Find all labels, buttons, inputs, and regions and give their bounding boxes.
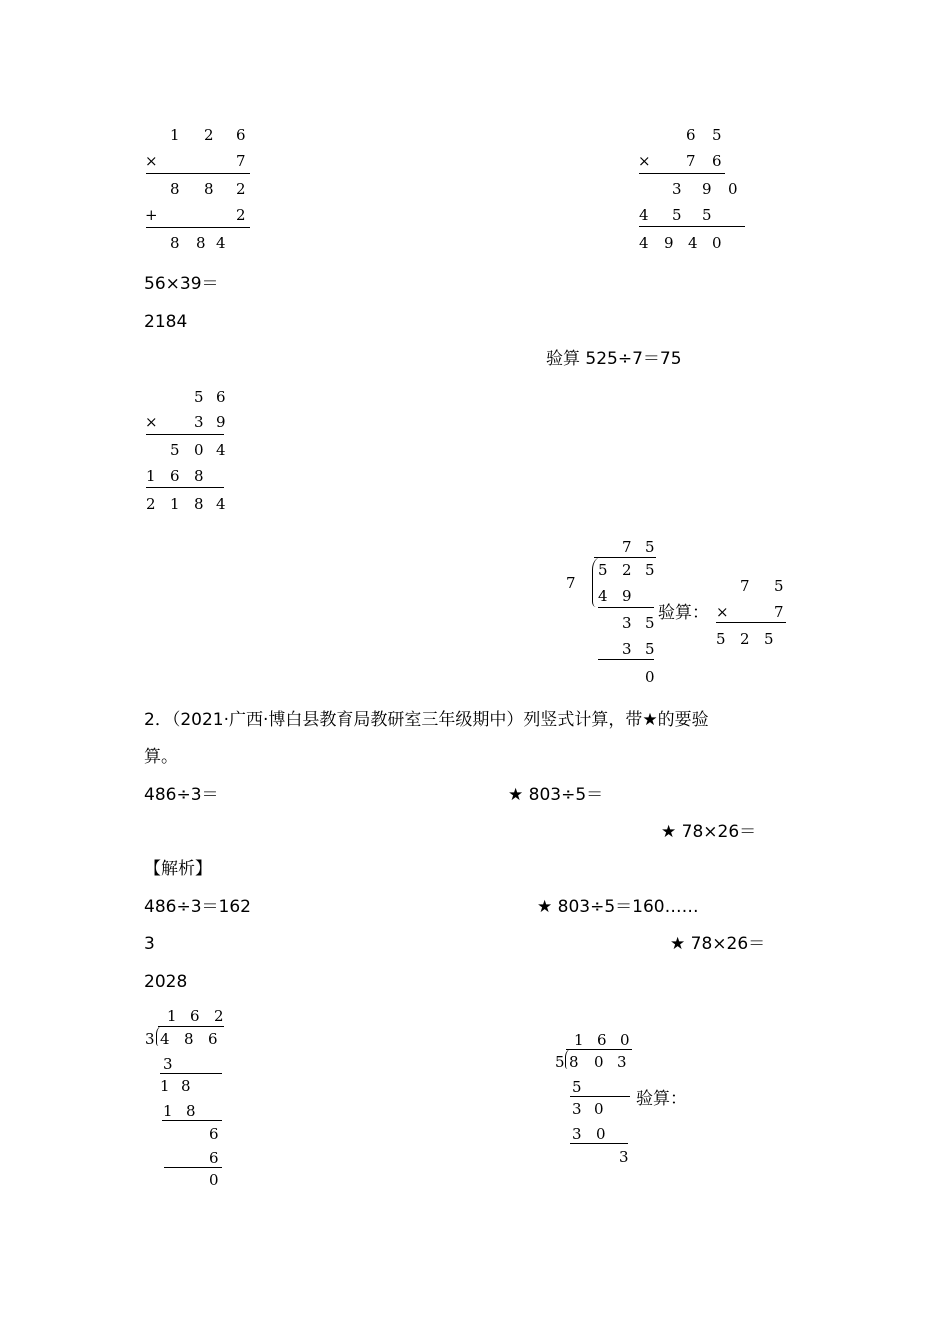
digit: 4 bbox=[688, 234, 698, 252]
digit: 4 bbox=[216, 234, 226, 252]
rule-line bbox=[598, 659, 654, 660]
digit: 2 bbox=[236, 180, 246, 198]
digit: 7 bbox=[740, 577, 750, 595]
question-2-line-1: 2．（2021·广西·博白县教育局教研室三年级期中）列竖式计算，带★的要验 bbox=[144, 710, 709, 730]
digit: 0 bbox=[194, 441, 204, 459]
rule-line bbox=[146, 487, 224, 488]
analysis-heading: 【解析】 bbox=[144, 859, 212, 879]
digit: 6 bbox=[597, 1031, 607, 1049]
digit: 8 bbox=[186, 1102, 196, 1120]
digit: 8 bbox=[569, 1053, 579, 1071]
rule-line bbox=[639, 173, 725, 174]
digit: 8 bbox=[181, 1077, 191, 1095]
digit: 4 bbox=[639, 206, 649, 224]
digit: 8 bbox=[194, 467, 204, 485]
digit: 8 bbox=[194, 495, 204, 513]
problem-78x26: ★ 78×26＝ bbox=[661, 822, 757, 842]
remainder: 0 bbox=[645, 668, 655, 686]
answer-486-div-3: 486÷3＝162 bbox=[144, 897, 251, 917]
digit: 5 bbox=[702, 206, 712, 224]
rule-line bbox=[566, 1049, 632, 1050]
digit: 0 bbox=[594, 1053, 604, 1071]
verify-heading: 验算 525÷7＝75 bbox=[546, 349, 682, 369]
digit: 5 bbox=[716, 630, 726, 648]
rule-line bbox=[639, 226, 745, 227]
digit: 3 bbox=[672, 180, 682, 198]
rule-line bbox=[598, 607, 654, 608]
rule-line bbox=[716, 622, 786, 623]
digit: 5 bbox=[645, 640, 655, 658]
problem-803-div-5: ★ 803÷5＝ bbox=[508, 785, 604, 805]
digit: 4 bbox=[216, 495, 226, 513]
digit: 3 bbox=[572, 1125, 582, 1143]
digit: 0 bbox=[620, 1031, 630, 1049]
digit: 8 bbox=[196, 234, 206, 252]
digit: 6 bbox=[216, 388, 226, 406]
divisor: 3 bbox=[145, 1030, 155, 1048]
digit: 9 bbox=[622, 587, 632, 605]
expression-56x39: 56×39＝ bbox=[144, 274, 219, 294]
digit: 9 bbox=[216, 413, 226, 431]
digit: 7 bbox=[686, 152, 696, 170]
verify-label: 验算： bbox=[658, 603, 709, 623]
rule-line bbox=[164, 1167, 222, 1168]
plus-sign: + bbox=[145, 206, 158, 224]
digit: 6 bbox=[712, 152, 722, 170]
digit: 8 bbox=[184, 1030, 194, 1048]
digit: 6 bbox=[190, 1007, 200, 1025]
digit: 1 bbox=[170, 495, 180, 513]
digit: 9 bbox=[664, 234, 674, 252]
digit: 5 bbox=[572, 1078, 582, 1096]
digit: 3 bbox=[163, 1055, 173, 1073]
rule-line bbox=[570, 1143, 628, 1144]
verify-label-2: 验算： bbox=[636, 1089, 687, 1109]
digit: 1 bbox=[146, 467, 156, 485]
digit: 0 bbox=[712, 234, 722, 252]
digit: 3 bbox=[572, 1100, 582, 1118]
digit: 8 bbox=[204, 180, 214, 198]
rule-line bbox=[160, 1073, 222, 1074]
digit: 5 bbox=[598, 561, 608, 579]
remainder: 0 bbox=[209, 1171, 219, 1189]
answer-2028: 2028 bbox=[144, 972, 188, 992]
divisor: 5 bbox=[555, 1053, 565, 1071]
digit: 8 bbox=[170, 180, 180, 198]
digit: 5 bbox=[672, 206, 682, 224]
digit: 5 bbox=[645, 614, 655, 632]
digit: 7 bbox=[236, 152, 246, 170]
rule-line bbox=[158, 1026, 224, 1027]
digit: 8 bbox=[170, 234, 180, 252]
digit: 6 bbox=[236, 126, 246, 144]
rule-line bbox=[146, 227, 250, 228]
digit: 5 bbox=[645, 561, 655, 579]
digit: 2 bbox=[214, 1007, 224, 1025]
digit: 4 bbox=[216, 441, 226, 459]
digit: 4 bbox=[598, 587, 608, 605]
digit: 6 bbox=[209, 1149, 219, 1167]
digit: 7 bbox=[622, 538, 632, 556]
rule-line bbox=[146, 173, 250, 174]
digit: 2 bbox=[740, 630, 750, 648]
rule-line bbox=[594, 557, 656, 558]
remainder: 3 bbox=[619, 1148, 629, 1166]
problem-486-div-3: 486÷3＝ bbox=[144, 785, 219, 805]
digit: 4 bbox=[160, 1030, 170, 1048]
digit: 7 bbox=[774, 603, 784, 621]
digit: 6 bbox=[686, 126, 696, 144]
digit: 2 bbox=[204, 126, 214, 144]
digit: 2 bbox=[622, 561, 632, 579]
digit: 2 bbox=[146, 495, 156, 513]
digit: 5 bbox=[774, 577, 784, 595]
times-sign: × bbox=[638, 152, 651, 170]
digit: 3 bbox=[622, 614, 632, 632]
divisor: 7 bbox=[566, 574, 576, 592]
digit: 0 bbox=[596, 1125, 606, 1143]
digit: 1 bbox=[574, 1031, 584, 1049]
times-sign: × bbox=[145, 413, 158, 431]
digit: 5 bbox=[712, 126, 722, 144]
digit: 0 bbox=[594, 1100, 604, 1118]
digit: 1 bbox=[170, 126, 180, 144]
digit: 5 bbox=[194, 388, 204, 406]
rule-line bbox=[570, 1096, 630, 1097]
digit: 6 bbox=[209, 1125, 219, 1143]
digit: 5 bbox=[764, 630, 774, 648]
times-sign: × bbox=[145, 152, 158, 170]
answer-remainder-3: 3 bbox=[144, 934, 155, 954]
digit: 3 bbox=[617, 1053, 627, 1071]
digit: 3 bbox=[622, 640, 632, 658]
digit: 4 bbox=[639, 234, 649, 252]
digit: 1 bbox=[163, 1102, 173, 1120]
answer-2184: 2184 bbox=[144, 312, 188, 332]
digit: 9 bbox=[702, 180, 712, 198]
digit: 5 bbox=[170, 441, 180, 459]
times-sign: × bbox=[716, 603, 729, 621]
answer-803-div-5: ★ 803÷5＝160…… bbox=[537, 897, 699, 917]
answer-78x26: ★ 78×26＝ bbox=[670, 934, 766, 954]
digit: 6 bbox=[170, 467, 180, 485]
digit: 1 bbox=[167, 1007, 177, 1025]
digit: 3 bbox=[194, 413, 204, 431]
rule-line bbox=[146, 434, 224, 435]
digit: 6 bbox=[208, 1030, 218, 1048]
digit: 0 bbox=[728, 180, 738, 198]
question-2-line-2: 算。 bbox=[144, 747, 178, 767]
digit: 2 bbox=[236, 206, 246, 224]
digit: 5 bbox=[645, 538, 655, 556]
rule-line bbox=[162, 1120, 222, 1121]
digit: 1 bbox=[160, 1077, 170, 1095]
